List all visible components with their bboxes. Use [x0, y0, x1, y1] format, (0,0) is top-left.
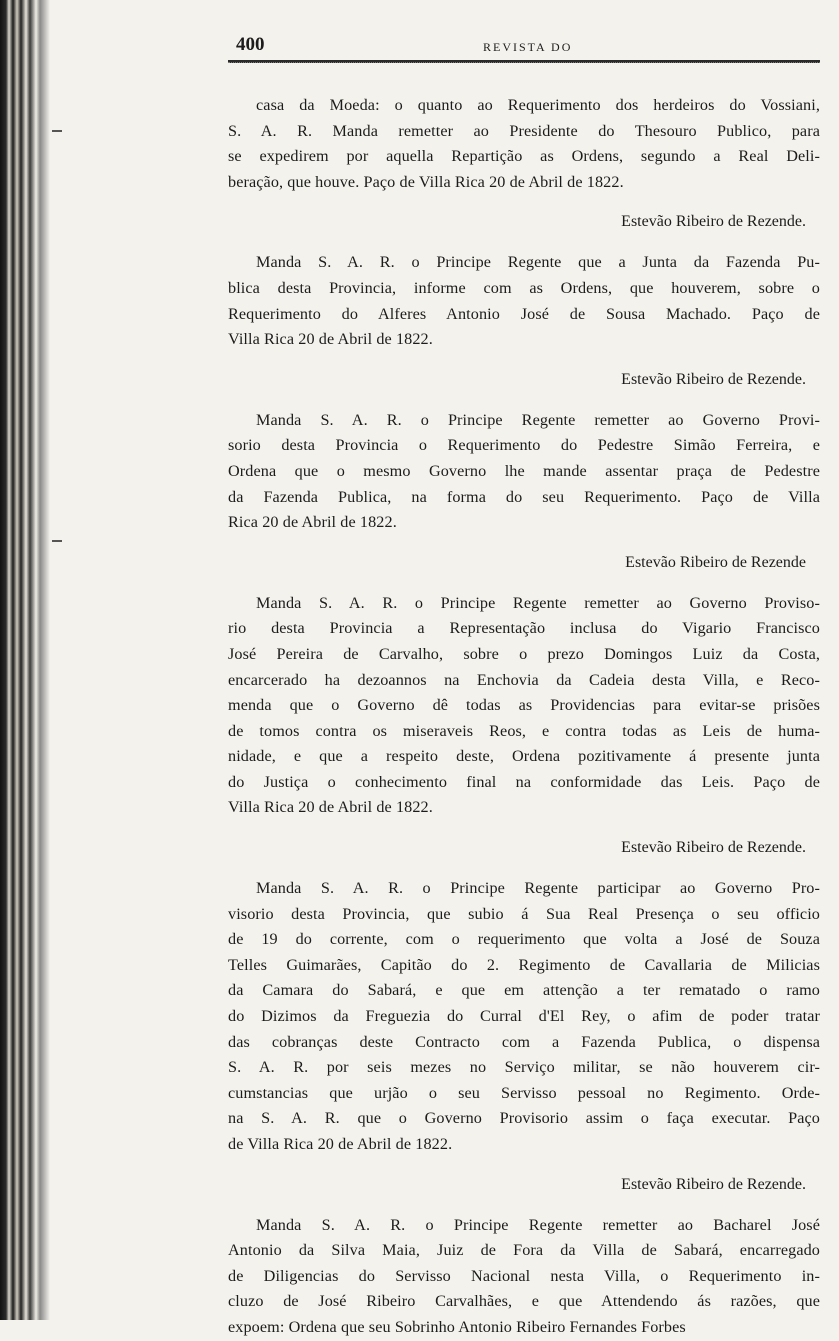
running-head: REVISTA DO	[483, 40, 573, 54]
text-line: Manda S. A. R. o Principe Regente remetter ao Bacharel José	[256, 1215, 820, 1234]
text-line: rio desta Provincia a Representação inclusa do Vigario Francisco	[228, 619, 820, 638]
text-line: Manda S. A. R. o Principe Regente remetter ao Governo Proviso-	[256, 593, 820, 612]
page-number: 400	[236, 34, 265, 55]
text-line: Antonio da Silva Maia, Juiz de Fora da Villa de Sabará, encarregado	[228, 1241, 820, 1260]
text-line: Villa Rica 20 de Abril de 1822.	[228, 798, 433, 817]
text-line: Telles Guimarães, Capitão do 2. Regimento de Cavallaria de Milicias	[228, 955, 820, 974]
page-header	[228, 30, 820, 60]
text-line: cumstancias que urjão o seu Servisso pessoal no Regimento. Orde-	[228, 1083, 820, 1102]
text-line: S. A. R. por seis mezes no Serviço militar, se não houverem cir-	[228, 1058, 820, 1077]
entry-block	[228, 93, 820, 234]
text-line: José Pereira de Carvalho, sobre o prezo Domingos Luiz da Costa,	[228, 644, 820, 663]
signature: Estevão Ribeiro de Rezende.	[621, 370, 806, 388]
text-line: de 19 do corrente, com o requerimento que volta a José de Souza	[228, 930, 820, 949]
header-rule	[228, 60, 820, 63]
text-line: Manda S. A. R. o Principe Regente participar ao Governo Pro-	[256, 879, 820, 898]
text-line: beração, que houve. Paço de Villa Rica 20 de Abril de 1822.	[228, 172, 624, 191]
signature: Estevão Ribeiro de Rezende.	[621, 839, 806, 857]
entry-block	[228, 1213, 820, 1341]
text-line: na S. A. R. que o Governo Provisorio assim o faça executar. Paço	[228, 1109, 820, 1128]
text-line: cluzo de José Ribeiro Carvalhães, e que Attendendo ás razões, que	[228, 1292, 820, 1311]
entries-container	[228, 93, 820, 1341]
signature: Estevão Ribeiro de Rezende.	[621, 1175, 806, 1193]
text-line: de tomos contra os miseraveis Reos, e contra todas as Leis de huma-	[228, 721, 820, 740]
entry-block	[228, 250, 820, 391]
text-line: expoem: Ordena que seu Sobrinho Antonio Ribeiro Fernandes Forbes	[228, 1317, 686, 1336]
text-line: de Diligencias do Servisso Nacional nesta Villa, o Requerimento in-	[228, 1266, 820, 1285]
text-line: sorio desta Provincia o Requerimento do Pedestre Simão Ferreira, e	[228, 436, 820, 455]
text-line: S. A. R. Manda remetter ao Presidente do Thesouro Publico, para	[228, 121, 820, 140]
text-line: menda que o Governo dê todas as Providencias para evitar-se prisões	[228, 696, 820, 715]
text-line: Villa Rica 20 de Abril de 1822.	[228, 330, 433, 349]
text-line: encarcerado ha dezoannos na Enchovia da Cadeia desta Villa, e Reco-	[228, 670, 820, 689]
text-line: Rica 20 de Abril de 1822.	[228, 513, 397, 532]
text-line: nidade, e que a respeito deste, Ordena pozitivamente á presente junta	[228, 747, 820, 766]
entry-block	[228, 591, 820, 860]
entry-block	[228, 876, 820, 1197]
entry-block	[228, 408, 820, 575]
text-line: Requerimento do Alferes Antonio José de Sousa Machado. Paço de	[228, 304, 820, 323]
text-line: do Justiça o conhecimento final na conformidade das Leis. Paço de	[228, 772, 820, 791]
text-line: Manda S. A. R. o Principe Regente remetter ao Governo Provi-	[256, 410, 820, 429]
binding-mark	[52, 540, 62, 542]
text-line: de Villa Rica 20 de Abril de 1822.	[228, 1135, 453, 1153]
text-line: visorio desta Provincia, que subio á Sua Real Presença o seu officio	[228, 904, 820, 923]
text-line: casa da Moeda: o quanto ao Requerimento dos herdeiros do Vossiani,	[256, 96, 820, 114]
text-line: da Fazenda Publica, na forma do seu Requerimento. Paço de Villa	[228, 487, 820, 506]
text-line: da Camara do Sabará, e que em attenção a ter rematado o ramo	[228, 981, 820, 1000]
binding-mark	[52, 130, 62, 132]
book-binding-edge	[0, 0, 70, 1320]
text-line: do Dizimos da Freguezia do Curral d'El Rey, o afim de poder tratar	[228, 1007, 820, 1026]
text-line: Ordena que o mesmo Governo lhe mande assentar praça de Pedestre	[228, 461, 820, 480]
document-page	[228, 30, 820, 1341]
signature: Estevão Ribeiro de Rezende	[625, 553, 806, 571]
text-line: se expedirem por aquella Repartição as Ordens, segundo a Real Deli-	[228, 147, 820, 166]
text-line: das cobranças deste Contracto com a Fazenda Publica, o dispensa	[228, 1032, 820, 1051]
text-line: Manda S. A. R. o Principe Regente que a Junta da Fazenda Pu-	[256, 253, 820, 272]
signature: Estevão Ribeiro de Rezende.	[621, 213, 806, 231]
text-line: blica desta Provincia, informe com as Ordens, que houverem, sobre o	[228, 278, 820, 297]
